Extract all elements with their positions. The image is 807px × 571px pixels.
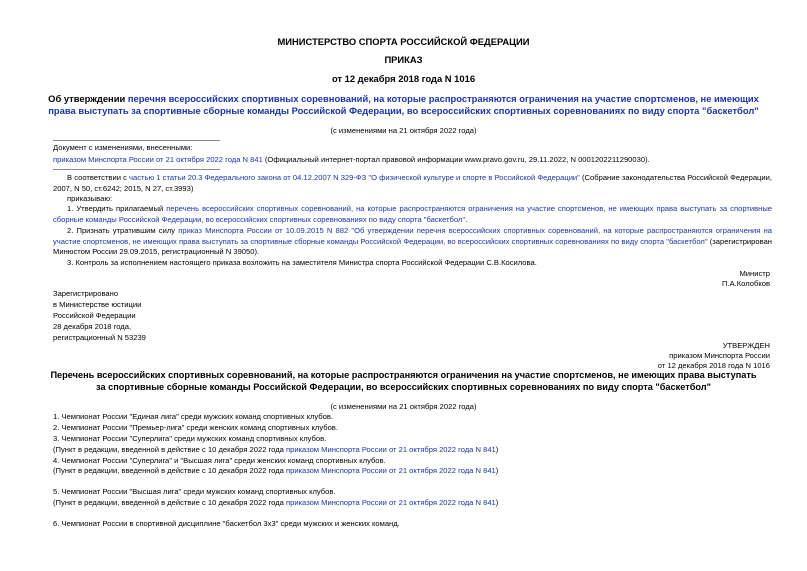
edit-note-text: (Пункт в редакции, введенной в действие с 10 декабря 2022 года	[53, 498, 286, 507]
registration-line-1: Зарегистрировано	[53, 289, 119, 298]
edit-note-link[interactable]: приказом Минспорта России от 21 октября 2022 года N 841	[285, 445, 496, 454]
approved-line-1: УТВЕРЖДЕН	[722, 341, 770, 350]
law-link[interactable]: частью 1 статьи 20.3 Федерального закона от 04.12.2007 N 329-ФЗ "О физической культуре и спорте в Российской Федерации"	[129, 173, 580, 182]
point-1-text: 1. Утвердить прилагаемый	[67, 204, 167, 213]
approved-line-2: приказом Минспорта России	[669, 351, 770, 360]
preamble-source: (Собрание законодательства Российской Федерации, 2007, N 50, ст.6242; 2015, N 27, ст.3993)	[53, 173, 772, 193]
registration-line-5: регистрационный N 53239	[53, 333, 146, 342]
registration-line-3: Российской Федерации	[53, 311, 136, 320]
edit-note-end: )	[495, 466, 499, 475]
order-verb: приказываю:	[67, 194, 113, 203]
list-item: 2. Чемпионат России "Премьер-лига" среди женских команд спортивных клубов.	[53, 423, 338, 432]
preamble-text: В соответствии с	[67, 173, 130, 182]
edit-note-text: (Пункт в редакции, введенной в действие с 10 декабря 2022 года	[53, 445, 286, 454]
list-item: 6. Чемпионат России в спортивной дисциплине "баскетбол 3х3" среди мужских и женских команд.	[53, 519, 400, 528]
separator	[53, 169, 220, 170]
changes-link[interactable]: приказом Минспорта России от 21 октября 2022 года N 841	[53, 155, 263, 164]
edit-note-link[interactable]: приказом Минспорта России от 21 октября 2022 года N 841	[285, 466, 496, 475]
edit-note	[53, 498, 498, 508]
edit-note-end: )	[495, 445, 499, 454]
order-heading: ПРИКАЗ	[384, 54, 423, 65]
list-item: 1. Чемпионат России "Единая лига" среди мужских команд спортивных клубов.	[53, 412, 334, 421]
point-2-registration: (зарегистрирован Минюстом России 29.09.2015, регистрационный N 39050).	[53, 236, 772, 256]
point-1	[53, 204, 772, 225]
point-3: 3. Контроль за исполнением настоящего приказа возложить на заместителя Министра спорта Российской Федерации С.В.Косилова.	[67, 258, 537, 267]
approved-line-3: от 12 декабря 2018 года N 1016	[657, 361, 770, 370]
changes-label: Документ с изменениями, внесенными:	[53, 143, 193, 152]
order-title	[45, 93, 762, 117]
changes-tail: (Официальный интернет-портал правовой информации www.pravo.gov.ru, 29.11.2022, N 0001202211290030).	[262, 155, 650, 164]
edit-note-text: (Пункт в редакции, введенной в действие с 10 декабря 2022 года	[53, 466, 286, 475]
changes-line	[53, 155, 650, 165]
list-title: Перечень всероссийских спортивных соревнований, на которые распространяются ограничения на участие спортсменов, не имеющих права выступать за спортивные сборные команды Российской Федерации, во всероссийских спортивных соревнованиях по виду спорта "баскетбол"	[50, 370, 757, 392]
signatory-title: Министр	[739, 269, 770, 278]
list-item: 3. Чемпионат России "Суперлига" среди мужских команд спортивных клубов.	[53, 434, 327, 443]
preamble-paragraph	[53, 173, 772, 194]
signatory-name: П.А.Колобков	[722, 279, 770, 288]
point-2-text: 2. Признать утратившим силу	[67, 226, 179, 235]
edit-note-end: )	[495, 498, 499, 507]
order-title-prefix: Об утверждении	[48, 93, 128, 104]
list-amend-note: (с изменениями на 21 октября 2022 года)	[330, 402, 477, 411]
registration-line-4: 28 декабря 2018 года,	[53, 322, 132, 331]
edit-note	[53, 466, 498, 476]
point-2	[53, 226, 772, 258]
list-item: 4. Чемпионат России "Суперлига" и "Высшая лига" среди женских команд спортивных клубов.	[53, 456, 386, 465]
separator	[53, 140, 220, 141]
order-title-link[interactable]: перечня всероссийских спортивных соревнований, на которые распространяются ограничения на участие спортсменов, не имеющих права выступать за спортивные сборные команды Российской Федерации, во всероссийских спортивных соревнованиях по виду спорта "баскетбол"	[48, 93, 759, 116]
list-item: 5. Чемпионат России "Высшая лига" среди мужских команд спортивных клубов.	[53, 487, 336, 496]
order-date: от 12 декабря 2018 года N 1016	[331, 73, 476, 84]
registration-line-2: в Министерстве юстиции	[53, 300, 142, 309]
point-2-link[interactable]: приказ Минспорта России от 10.09.2015 N 882 "Об утверждении перечня всероссийских спортивных соревнований, на которые распространяются ограничения на участие спортсменов, не имеющих права выступать за спортивные сборные команды Российской Федерации, во всероссийских спортивных соревнованиях по виду спорта "баскетбол"	[53, 226, 772, 246]
edit-note	[53, 445, 498, 455]
amend-note: (с изменениями на 21 октября 2022 года)	[330, 126, 477, 135]
point-1-end: .	[465, 214, 468, 224]
ministry-heading: МИНИСТЕРСТВО СПОРТА РОССИЙСКОЙ ФЕДЕРАЦИИ	[277, 36, 530, 47]
edit-note-link[interactable]: приказом Минспорта России от 21 октября 2022 года N 841	[285, 498, 496, 507]
point-1-link[interactable]: перечень всероссийских спортивных соревнований, на которые распространяются ограничения на участие спортсменов, не имеющих права выступать за спортивные сборные команды Российской Федерации, во всероссийских спортивных соревнованиях по виду спорта "баскетбол"	[53, 204, 772, 224]
